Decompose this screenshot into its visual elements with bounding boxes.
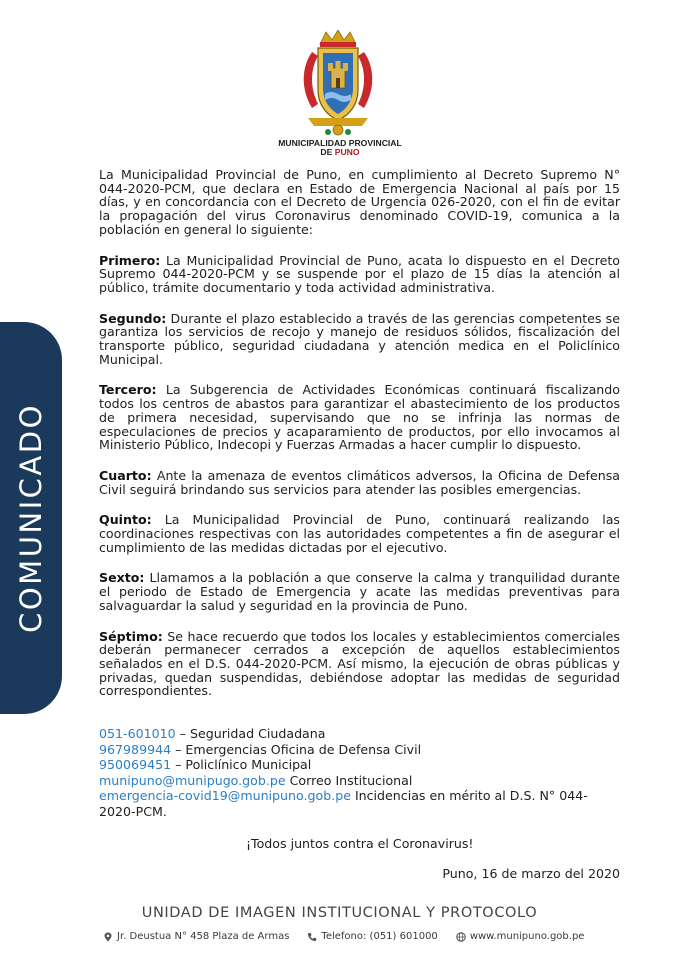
contact-seguridad xyxy=(99,726,620,742)
municipality-line2-prefix: DE xyxy=(320,147,335,157)
point-quinto xyxy=(99,513,620,554)
contact-email-link[interactable]: emergencia-covid19@munipuno.gob.pe xyxy=(99,788,351,804)
contact-phone-link[interactable]: 051-601010 xyxy=(99,726,176,741)
contact-email-institucional xyxy=(99,773,620,789)
point-tercero xyxy=(99,383,620,452)
point-label: Séptimo: xyxy=(99,628,163,644)
point-label: Tercero: xyxy=(99,382,157,398)
footer-phone: Telefono: (051) 601000 xyxy=(321,931,438,942)
point-label: Cuarto: xyxy=(99,467,152,483)
globe-icon xyxy=(456,932,466,942)
point-text: Ante la amenaza de eventos climáticos adversos, la Oficina de Defensa Civil seguirá brindando sus servicios para atender las posibles emergencias. xyxy=(99,467,620,497)
footer-website[interactable]: www.munipuno.gob.pe xyxy=(469,931,585,942)
contact-phone-link[interactable]: 950069451 xyxy=(99,757,172,773)
point-text: La Subgerencia de Actividades Económicas continuará fiscalizando todos los centros de abastos para garantizar el abastecimiento de los productos de primera necesidad, supervisando que no se infrinja las normas de especulaciones de precios y acaparamiento de productos, por ello invocamos al Ministerio Público, Indecopi y Fuerzas Armadas a hacer cumplir lo dispuesto. xyxy=(99,382,620,453)
closing-slogan: ¡Todos juntos contra el Coronavirus! xyxy=(246,836,474,851)
footer-contact-line xyxy=(103,931,584,942)
footer-address: Jr. Deustua N° 458 Plaza de Armas xyxy=(117,931,290,942)
point-text: La Municipalidad Provincial de Puno, acata lo dispuesto en el Decreto Supremo 044-2020-PCM y se suspende por el plazo de 15 días la atención al público, trámite documentario y toda actividad administrativa. xyxy=(99,252,620,295)
point-text: Durante el plazo establecido a través de las gerencias competentes se garantiza los servicios de recojo y manejo de residuos sólidos, fiscalización del transporte público, seguridad ciudadana y atención medica en el Policlínico Municipal. xyxy=(99,310,620,367)
location-pin-icon xyxy=(103,932,113,942)
contact-desc: Correo Institucional xyxy=(285,772,413,788)
point-cuarto xyxy=(99,469,620,496)
point-sexto xyxy=(99,571,620,612)
contact-desc: – Emergencias Oficina de Defensa Civil xyxy=(171,741,422,757)
point-label: Segundo: xyxy=(99,310,167,326)
contact-email-link[interactable]: munipuno@munipugo.gob.pe xyxy=(99,772,286,788)
contact-email-incidencias xyxy=(99,788,620,819)
point-segundo xyxy=(99,312,620,367)
issue-date: Puno, 16 de marzo del 2020 xyxy=(442,866,620,881)
contact-desc: – Seguridad Ciudadana xyxy=(175,726,326,741)
municipality-city: PUNO xyxy=(334,147,360,157)
point-label: Primero: xyxy=(99,252,161,268)
footer-title: UNIDAD DE IMAGEN INSTITUCIONAL Y PROTOCOLO xyxy=(141,905,538,921)
point-text: Se hace recuerdo que todos los locales y establecimientos comerciales deberán permanecer cerrados a excepción de aquellos establecimientos señalados en el D.S. 044-2020-PCM. Así mismo, la ejecución de obras públicas y privadas, quedan suspendidas, debiéndose adoptar las medidas de seguridad correspondientes. xyxy=(99,628,620,699)
side-label: COMUNICADO xyxy=(14,403,48,633)
side-tab xyxy=(0,322,62,714)
crest-logo xyxy=(298,30,378,138)
point-label: Quinto: xyxy=(99,512,152,528)
contact-defensa-civil xyxy=(99,742,620,758)
contact-phone-link[interactable]: 967989944 xyxy=(99,741,172,757)
point-primero xyxy=(99,254,620,295)
municipality-name xyxy=(240,139,440,157)
contact-desc: Incidencias en mérito al D.S. N° 044-2020-PCM. xyxy=(99,788,588,819)
intro-paragraph: La Municipalidad Provincial de Puno, en cumplimiento al Decreto Supremo N° 044-2020-PCM, que declara en Estado de Emergencia Nacional al país por 15 días, y en concordancia con el Decreto de Urgencia 026-2020, con el fin de evitar la propagación del virus Coronavirus denominado COVID-19, comunica a la población en general lo siguiente: xyxy=(99,167,620,237)
point-septimo xyxy=(99,630,620,699)
point-text: La Municipalidad Provincial de Puno, continuará realizando las coordinaciones respectivas con las autoridades competentes a fin de asegurar el cumplimiento de las medidas dictadas por el ejecutivo. xyxy=(99,512,620,555)
contact-desc: – Policlínico Municipal xyxy=(171,757,312,773)
phone-icon xyxy=(307,932,317,942)
contact-policlinico xyxy=(99,757,620,773)
communique-body xyxy=(99,168,620,715)
municipality-line2 xyxy=(240,148,440,157)
municipality-line1: MUNICIPALIDAD PROVINCIAL xyxy=(278,138,402,148)
point-label: Sexto: xyxy=(99,570,145,586)
contact-list xyxy=(99,726,620,820)
point-text: Llamamos a la población a que conserve la calma y tranquilidad durante el periodo de Estado de Emergencia y acate las medidas preventivas para salvaguardar la salud y seguridad en la provincia de Puno. xyxy=(99,570,620,613)
